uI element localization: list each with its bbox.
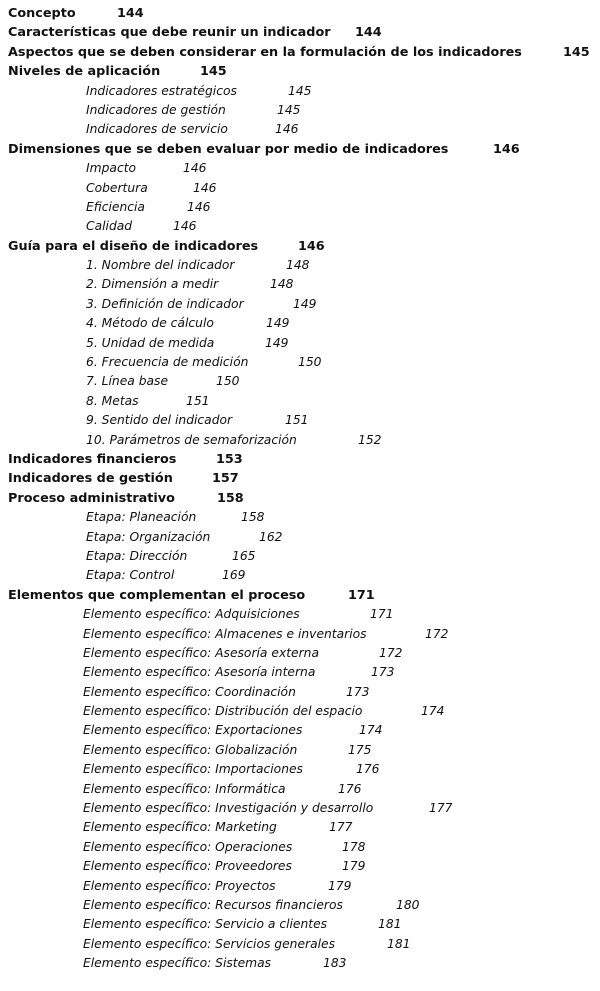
toc-entry-title: Elemento específico: Recursos financieros	[83, 897, 343, 912]
toc-entry-page: 177	[429, 801, 453, 816]
toc-entry-title: Etapa: Planeación	[86, 510, 197, 525]
toc-entry	[0, 159, 600, 178]
toc-entry-title: Aspectos que se deben considerar en la formulación de los indicadores	[8, 44, 522, 60]
toc-entry-title: Etapa: Organización	[86, 529, 211, 544]
toc-entry-title: 7. Línea base	[86, 374, 169, 389]
toc-entry-page: 146	[193, 180, 217, 195]
toc-entry-title: Dimensiones que se deben evaluar por medio de indicadores	[8, 141, 449, 157]
toc-entry-page: 148	[270, 277, 294, 292]
toc-entry-title: Elemento específico: Operaciones	[83, 839, 293, 854]
toc-entry-title: Indicadores de gestión	[8, 471, 173, 487]
toc-entry	[0, 275, 600, 294]
toc-entry	[0, 702, 600, 721]
toc-entry-title: Elemento específico: Marketing	[83, 820, 277, 835]
toc-entry-page: 149	[265, 335, 289, 350]
toc-entry-title: 8. Metas	[86, 393, 139, 408]
toc-entry-title: Elemento específico: Sistemas	[83, 956, 272, 971]
toc-entry	[0, 566, 600, 585]
toc-entry-page: 151	[285, 413, 309, 428]
toc-entry-title: Elemento específico: Distribución del espacio	[83, 704, 363, 719]
table-of-contents	[0, 4, 600, 974]
toc-entry-title: 1. Nombre del indicador	[86, 258, 235, 273]
toc-entry	[0, 915, 600, 934]
toc-entry-page: 150	[298, 355, 322, 370]
toc-entry-title: Elementos que complementan el proceso	[8, 587, 306, 603]
toc-entry	[0, 683, 600, 702]
toc-entry-title: 10. Parámetros de semaforización	[86, 432, 297, 447]
toc-entry	[0, 82, 600, 101]
toc-entry	[0, 721, 600, 740]
toc-entry-title: Elemento específico: Coordinación	[83, 684, 296, 699]
toc-entry-page: 145	[563, 44, 590, 60]
toc-entry-title: Elemento específico: Informática	[83, 781, 286, 796]
toc-entry-title: Elemento específico: Servicios generales	[83, 936, 335, 951]
toc-entry-page: 179	[328, 878, 352, 893]
toc-entry-page: 181	[387, 936, 411, 951]
toc-entry-title: Indicadores financieros	[8, 451, 177, 467]
toc-entry-page: 157	[212, 471, 239, 487]
toc-entry-title: Etapa: Control	[86, 568, 175, 583]
toc-entry-page: 171	[348, 587, 375, 603]
toc-entry-title: 9. Sentido del indicador	[86, 413, 233, 428]
toc-entry-title: Elemento específico: Globalización	[83, 742, 298, 757]
toc-entry-title: Características que debe reunir un indicador	[8, 25, 331, 41]
toc-entry-page: 174	[421, 704, 445, 719]
toc-entry-title: 6. Frecuencia de medición	[86, 355, 249, 370]
toc-entry-title: Etapa: Dirección	[86, 548, 188, 563]
toc-entry	[0, 179, 600, 198]
toc-entry	[0, 411, 600, 430]
toc-entry	[0, 528, 600, 547]
toc-entry-page: 172	[379, 645, 403, 660]
toc-entry-title: Indicadores de gestión	[86, 102, 226, 117]
toc-entry-page: 165	[232, 548, 256, 563]
toc-entry-title: 5. Unidad de medida	[86, 335, 215, 350]
toc-entry-title: Elemento específico: Investigación y desarrollo	[83, 801, 374, 816]
toc-entry-page: 175	[348, 742, 372, 757]
toc-entry	[0, 392, 600, 411]
toc-entry	[0, 489, 600, 508]
toc-entry-title: Concepto	[8, 6, 76, 21]
toc-entry-title: Elemento específico: Asesoría interna	[83, 665, 316, 680]
toc-entry-page: 183	[323, 956, 347, 971]
toc-entry-page: 149	[266, 316, 290, 331]
toc-entry-page: 158	[217, 490, 244, 506]
toc-entry-page: 146	[275, 122, 299, 137]
toc-entry-title: Cobertura	[86, 180, 148, 195]
toc-entry-title: 4. Método de cálculo	[86, 316, 214, 331]
toc-entry-page: 151	[186, 393, 210, 408]
toc-entry-page: 158	[241, 510, 265, 525]
toc-entry-title: 2. Dimensión a medir	[86, 277, 219, 292]
toc-entry-page: 152	[358, 432, 382, 447]
toc-entry-page: 148	[286, 258, 310, 273]
toc-entry	[0, 101, 600, 120]
toc-entry-page: 144	[355, 25, 382, 41]
toc-entry-title: Elemento específico: Asesoría externa	[83, 645, 319, 660]
toc-entry-page: 173	[346, 684, 370, 699]
toc-entry-title: Proceso administrativo	[8, 490, 175, 506]
toc-entry	[0, 663, 600, 682]
toc-entry-page: 169	[222, 568, 246, 583]
toc-entry-title: Eficiencia	[86, 199, 145, 214]
toc-entry	[0, 43, 600, 62]
toc-entry-page: 146	[173, 219, 197, 234]
toc-entry-page: 173	[371, 665, 395, 680]
toc-entry-page: 181	[378, 917, 402, 932]
toc-entry-title: Indicadores de servicio	[86, 122, 228, 137]
toc-entry	[0, 372, 600, 391]
toc-entry-page: 144	[117, 6, 144, 21]
toc-entry-page: 174	[359, 723, 383, 738]
toc-entry	[0, 780, 600, 799]
toc-entry-page: 150	[216, 374, 240, 389]
toc-entry-page: 146	[493, 141, 520, 157]
toc-entry-page: 162	[259, 529, 283, 544]
toc-entry	[0, 760, 600, 779]
toc-entry-title: Elemento específico: Proveedores	[83, 859, 292, 874]
toc-entry-page: 153	[216, 451, 243, 467]
toc-entry	[0, 877, 600, 896]
toc-entry	[0, 237, 600, 256]
toc-entry	[0, 62, 600, 81]
toc-entry	[0, 896, 600, 915]
toc-entry	[0, 295, 600, 314]
toc-entry-page: 178	[342, 839, 366, 854]
toc-entry	[0, 140, 600, 159]
toc-entry-title: Calidad	[86, 219, 133, 234]
toc-entry-page: 171	[370, 607, 394, 622]
toc-entry-title: Niveles de aplicación	[8, 64, 161, 80]
toc-entry	[0, 256, 600, 275]
toc-entry-page: 172	[425, 626, 449, 641]
toc-entry	[0, 4, 600, 23]
toc-entry-page: 145	[288, 83, 312, 98]
toc-entry	[0, 431, 600, 450]
toc-entry	[0, 217, 600, 236]
toc-entry	[0, 605, 600, 624]
toc-entry-title: Impacto	[86, 161, 137, 176]
toc-entry	[0, 935, 600, 954]
toc-entry-title: Indicadores estratégicos	[86, 83, 237, 98]
toc-entry-page: 145	[200, 64, 227, 80]
toc-entry	[0, 450, 600, 469]
toc-entry	[0, 741, 600, 760]
toc-entry-title: Elemento específico: Importaciones	[83, 762, 303, 777]
toc-entry-title: Elemento específico: Adquisiciones	[83, 607, 300, 622]
toc-entry	[0, 799, 600, 818]
toc-entry-page: 146	[183, 161, 207, 176]
toc-entry	[0, 954, 600, 973]
toc-entry	[0, 644, 600, 663]
toc-entry	[0, 857, 600, 876]
toc-entry-page: 177	[329, 820, 353, 835]
toc-entry-page: 176	[356, 762, 380, 777]
toc-entry-page: 146	[187, 199, 211, 214]
toc-entry-page: 145	[277, 102, 301, 117]
toc-entry	[0, 334, 600, 353]
toc-entry	[0, 586, 600, 605]
toc-entry	[0, 198, 600, 217]
toc-entry-title: Elemento específico: Servicio a clientes	[83, 917, 328, 932]
toc-entry	[0, 508, 600, 527]
toc-entry-title: Guía para el diseño de indicadores	[8, 238, 259, 254]
toc-entry-title: Elemento específico: Proyectos	[83, 878, 276, 893]
toc-entry	[0, 818, 600, 837]
toc-entry-page: 149	[293, 296, 317, 311]
toc-entry	[0, 23, 600, 42]
toc-entry-page: 179	[342, 859, 366, 874]
toc-entry-page: 180	[396, 897, 420, 912]
toc-entry-page: 146	[298, 238, 325, 254]
toc-entry-title: Elemento específico: Exportaciones	[83, 723, 303, 738]
toc-entry	[0, 353, 600, 372]
toc-entry-title: Elemento específico: Almacenes e inventarios	[83, 626, 367, 641]
toc-entry-page: 176	[338, 781, 362, 796]
toc-entry	[0, 469, 600, 488]
toc-entry	[0, 314, 600, 333]
toc-entry-title: 3. Definición de indicador	[86, 296, 244, 311]
toc-entry	[0, 625, 600, 644]
toc-entry	[0, 838, 600, 857]
toc-entry	[0, 120, 600, 139]
toc-entry	[0, 547, 600, 566]
